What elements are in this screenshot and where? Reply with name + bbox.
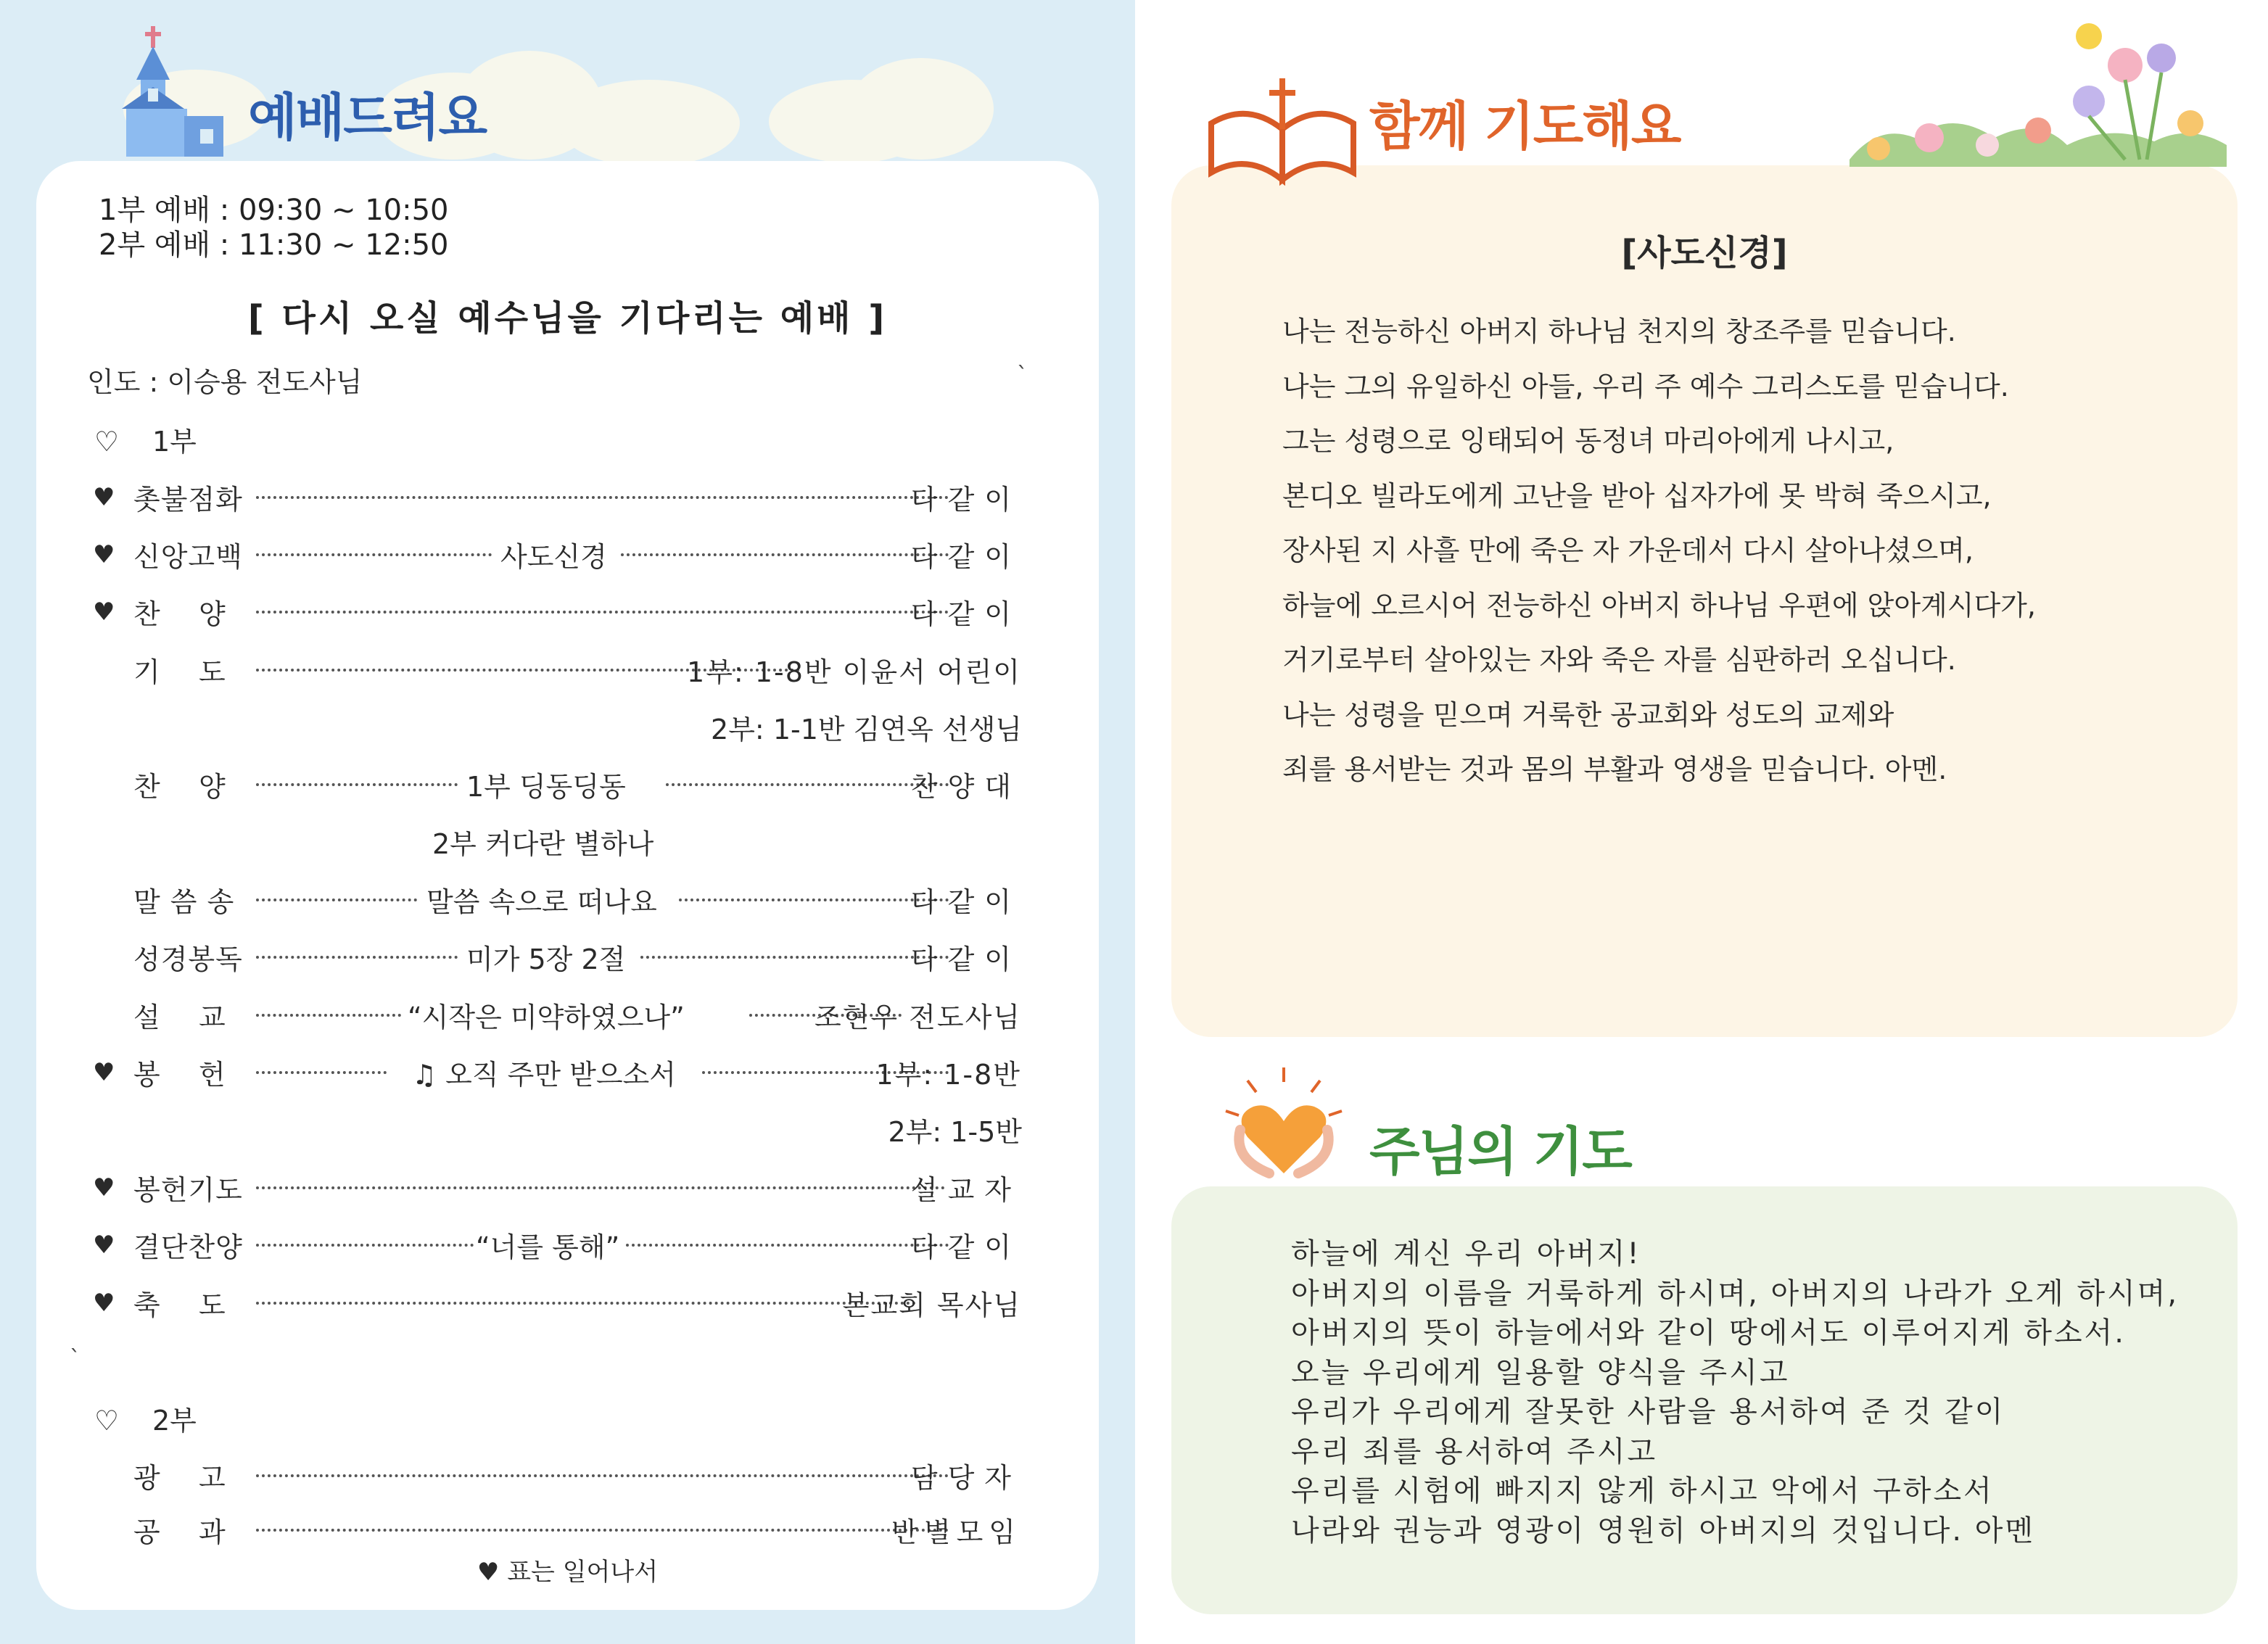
flowers-icon xyxy=(1850,15,2227,167)
cloud xyxy=(558,80,740,167)
row-mid: 미가 5장 2절 xyxy=(466,943,626,975)
creed-line: 장사된 지 사흘 만에 죽은 자 가운데서 다시 살아나셨으며, xyxy=(1282,534,1974,566)
row-mid: 1부 딩동딩동 xyxy=(466,771,626,803)
row-right: 담당자 xyxy=(910,1462,1021,1494)
heart-filled-icon: ♥ xyxy=(93,483,115,512)
row-label: 봉헌기도 xyxy=(133,1174,243,1206)
creed-line: 나는 그의 유일하신 아들, 우리 주 예수 그리스도를 믿습니다. xyxy=(1282,370,2009,402)
bible-icon xyxy=(1204,73,1364,189)
standing-footnote: ♥ 표는 일어나서 xyxy=(477,1558,659,1587)
creed-line: 죄를 용서받는 것과 몸의 부활과 영생을 믿습니다. 아멘. xyxy=(1282,753,1947,785)
lords-prayer-line: 우리를 시험에 빠지지 않게 하시고 악에서 구하소서 xyxy=(1291,1474,1994,1508)
lords-prayer-title: 주님의 기도 xyxy=(1369,1121,1631,1182)
order-row-candle xyxy=(93,477,1021,521)
row-mid: ♫ 오직 주만 받으소서 xyxy=(412,1059,676,1091)
prayer-title: 함께 기도해요 xyxy=(1369,96,1681,157)
creed-line: 그는 성령으로 잉태되어 동정녀 마리아에게 나시고, xyxy=(1282,425,1894,457)
heart-filled-icon: ♥ xyxy=(93,1058,115,1087)
order-row-lesson xyxy=(93,1510,1021,1553)
heart-filled-icon: ♥ xyxy=(93,540,115,569)
lords-prayer-line: 하늘에 계신 우리 아버지! xyxy=(1291,1237,1641,1271)
order-row-word-song xyxy=(93,880,1021,923)
church-icon xyxy=(122,22,223,160)
leader-dots xyxy=(256,1244,474,1247)
creed-line: 거기로부터 살아있는 자와 죽은 자를 심판하러 오십니다. xyxy=(1282,644,1956,676)
row-mid: 말씀 속으로 떠나요 xyxy=(426,886,657,918)
heart-filled-icon: ♥ xyxy=(93,1231,115,1260)
creed-line: 나는 전능하신 아버지 하나님 천지의 창조주를 믿습니다. xyxy=(1282,315,1956,347)
row-right: 다같이 xyxy=(910,598,1021,630)
leader-dots xyxy=(666,783,949,786)
creed-line: 나는 성령을 믿으며 거룩한 공교회와 성도의 교제와 xyxy=(1282,698,1894,731)
order-row-praise xyxy=(93,592,1021,635)
row-right: 본교회 목사님 xyxy=(842,1289,1021,1321)
row-label: 공 과 xyxy=(133,1516,226,1548)
row-sub: 2부: 1-5반 xyxy=(888,1116,1022,1148)
leader-dots xyxy=(256,1302,916,1305)
lords-prayer-line: 오늘 우리에게 일용할 양식을 주시고 xyxy=(1291,1355,1790,1389)
leader-dots xyxy=(256,553,492,556)
leader-dots xyxy=(256,1014,401,1017)
row-label: 성경봉독 xyxy=(133,943,243,975)
leader-dots xyxy=(256,496,949,499)
row-right: 찬양대 xyxy=(910,771,1021,803)
tick-mark: ` xyxy=(1017,363,1028,388)
cloud xyxy=(849,58,994,160)
row-label: 찬 양 xyxy=(133,598,226,630)
row-right: 다같이 xyxy=(910,1231,1021,1263)
row-right: 다같이 xyxy=(910,541,1021,573)
lords-prayer-line: 아버지의 뜻이 하늘에서와 같이 땅에서도 이루어지게 하소서. xyxy=(1291,1316,2127,1350)
leader-dots xyxy=(256,1529,949,1532)
creed-title: [사도신경] xyxy=(1621,233,1788,273)
row-mid: 사도신경 xyxy=(500,541,607,573)
order-row-choir xyxy=(93,764,1021,808)
order-row-offering-prayer xyxy=(93,1168,1021,1211)
leader-dots xyxy=(256,1474,949,1477)
row-label: 결단찬양 xyxy=(133,1231,243,1263)
leader-dots xyxy=(256,1071,387,1074)
order-row-announcements xyxy=(93,1455,1021,1499)
lords-prayer-line: 아버지의 이름을 거룩하게 하시며, 아버지의 나라가 오게 하시며, xyxy=(1291,1276,2180,1310)
row-right: 다같이 xyxy=(910,484,1021,516)
row-label: 말 씀 송 xyxy=(133,886,235,918)
heart-hands-icon xyxy=(1218,1065,1349,1188)
heart-filled-icon: ♥ xyxy=(93,1289,115,1318)
leader-dots xyxy=(640,956,949,959)
row-right: 다같이 xyxy=(910,943,1021,975)
leader-dots xyxy=(626,1244,949,1247)
creed-line: 하늘에 오르시어 전능하신 아버지 하나님 우편에 앉아계시다가, xyxy=(1282,589,2036,621)
order-row-prayer xyxy=(93,650,1021,693)
row-label: 신앙고백 xyxy=(133,541,243,573)
row-right: 조현우 전도사님 xyxy=(814,1001,1021,1033)
heart-filled-icon: ♥ xyxy=(93,598,115,627)
tick-mark: ` xyxy=(70,1346,81,1371)
row-right: 반별모임 xyxy=(891,1516,1021,1548)
heart-filled-icon: ♥ xyxy=(93,1173,115,1202)
row-right: 설교자 xyxy=(910,1174,1021,1206)
heart-outline-icon: ♡ xyxy=(94,426,120,458)
part1-heading xyxy=(94,419,197,459)
row-mid: “시작은 미약하였으나” xyxy=(408,1001,685,1033)
lords-prayer-line: 나라와 권능과 영광이 영원히 아버지의 것입니다. 아멘 xyxy=(1291,1513,2036,1548)
order-row-confession xyxy=(93,534,1021,578)
part2-heading xyxy=(94,1398,197,1438)
row-label: 찬 양 xyxy=(133,771,226,803)
row-label: 축 도 xyxy=(133,1289,226,1321)
row-label: 기 도 xyxy=(133,656,226,688)
lords-prayer-text xyxy=(1291,1234,2179,1550)
lords-prayer-line: 우리 죄를 용서하여 주시고 xyxy=(1291,1434,1658,1469)
order-row-benediction xyxy=(93,1283,1021,1326)
service-times xyxy=(99,193,448,263)
leader-dots xyxy=(679,899,949,901)
lords-prayer-line: 우리가 우리에게 잘못한 사람을 용서하여 준 것 같이 xyxy=(1291,1395,2005,1429)
part1-label: 1부 xyxy=(152,426,197,458)
leader-line: 인도 : 이승용 전도사님 xyxy=(87,366,363,398)
order-row-sermon xyxy=(93,995,1021,1038)
order-row-decision-song xyxy=(93,1225,1021,1268)
heart-outline-icon: ♡ xyxy=(94,1405,120,1437)
row-label: 광 고 xyxy=(133,1462,226,1494)
row-sub: 2부 커다란 별하나 xyxy=(432,828,654,860)
worship-title: 예배드려요 xyxy=(248,88,487,147)
row-label: 촛불점화 xyxy=(133,484,243,516)
row-label: 설 교 xyxy=(133,1001,226,1033)
part2-label: 2부 xyxy=(152,1405,197,1437)
service-title: [ 다시 오실 예수님을 기다리는 예배 ] xyxy=(247,298,888,339)
leader-dots xyxy=(256,611,949,614)
time-part2: 2부 예배 : 11:30 ~ 12:50 xyxy=(99,228,449,262)
creed-line: 본디오 빌라도에게 고난을 받아 십자가에 못 박혀 죽으시고, xyxy=(1282,479,1992,512)
leader-dots xyxy=(621,553,949,556)
row-right: 1부: 1-8반 xyxy=(875,1059,1021,1091)
leader-dots xyxy=(256,899,417,901)
leader-dots xyxy=(256,956,458,959)
row-sub: 2부: 1-1반 김연옥 선생님 xyxy=(711,714,1022,745)
leader-dots xyxy=(256,1186,945,1189)
leader-dots xyxy=(256,783,458,786)
row-right: 다같이 xyxy=(910,886,1021,918)
order-row-offering xyxy=(93,1052,1021,1096)
creed-text xyxy=(1282,305,2036,798)
time-part1: 1부 예배 : 09:30 ~ 10:50 xyxy=(99,194,449,227)
order-row-scripture xyxy=(93,937,1021,980)
row-label: 봉 헌 xyxy=(133,1059,226,1091)
row-mid: “너를 통해” xyxy=(476,1231,620,1263)
row-right: 1부: 1-8반 이윤서 어린이 xyxy=(687,656,1021,688)
